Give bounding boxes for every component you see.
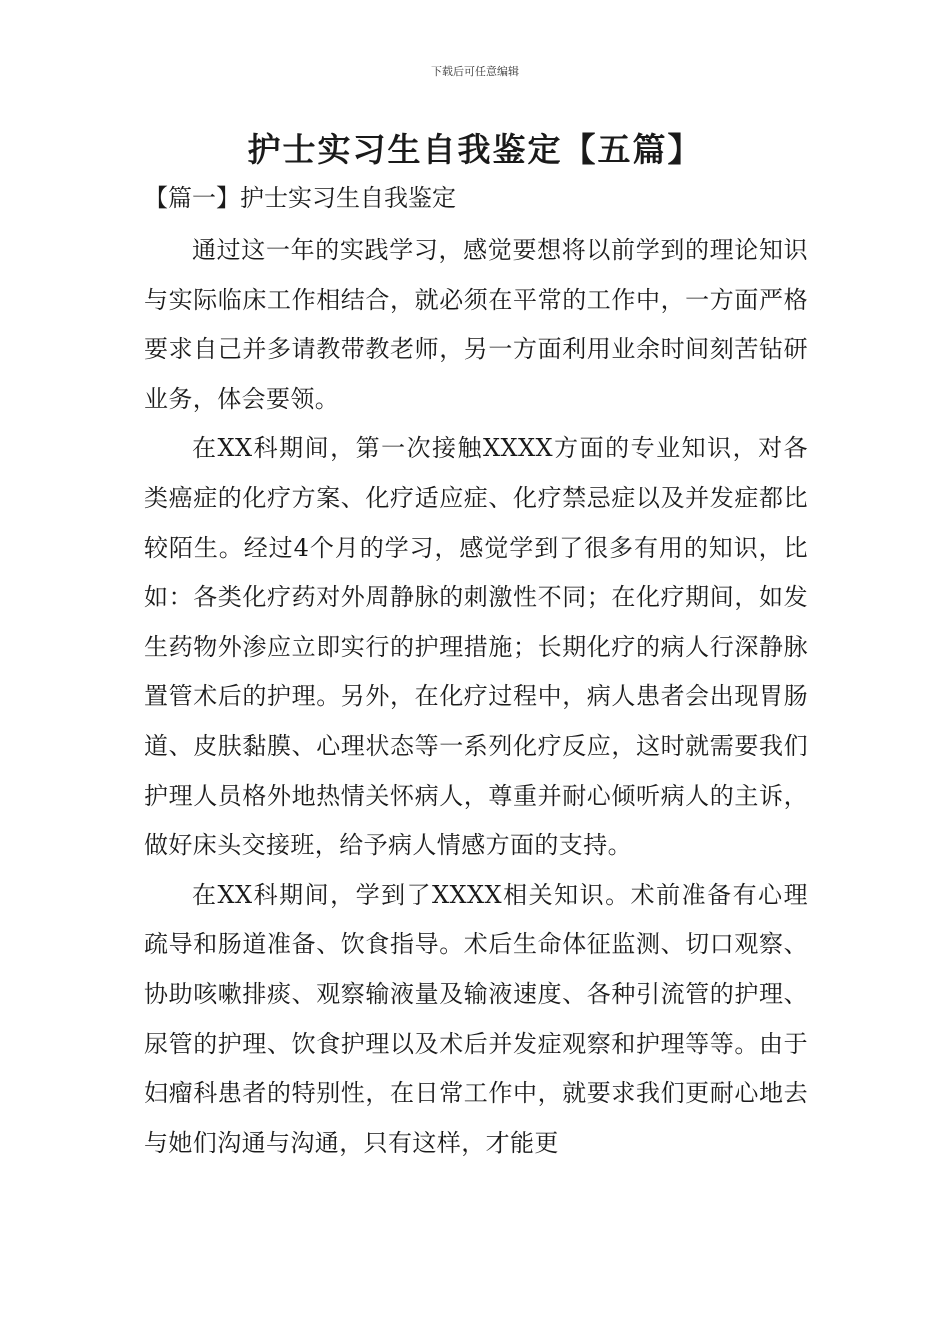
- body-text: [144, 226, 808, 1168]
- paragraph: 在XX科期间，第一次接触XXXX方面的专业知识，对各类癌症的化疗方案、化疗适应症、化疗禁忌症以及并发症都比较陌生。经过4个月的学习，感觉学到了很多有用的知识，比如：各类化疗药对外周静脉的刺激性不同；在化疗期间，如发生药物外渗应立即实行的护理措施；长期化疗的病人行深静脉置管术后的护理。另外，在化疗过程中，病人患者会出现胃肠道、皮肤黏膜、心理状态等一系列化疗反应，这时就需要我们护理人员格外地热情关怀病人，尊重并耐心倾听病人的主诉，做好床头交接班，给予病人情感方面的支持。: [144, 434, 808, 860]
- header-note: 下载后可任意编辑: [431, 65, 519, 78]
- paragraph: 在XX科期间，学到了XXXX相关知识。术前准备有心理疏导和肠道准备、饮食指导。术后生命体征监测、切口观察、协助咳嗽排痰、观察输液量及输液速度、各种引流管的护理、尿管的护理、饮食护理以及术后并发症观察和护理等等。由于妇瘤科患者的特别性，在日常工作中，就要求我们更耐心地去与她们沟通与沟通，只有这样，才能更: [144, 880, 808, 1157]
- section-heading: 【篇一】护士实习生自我鉴定: [144, 184, 456, 212]
- paragraph: 通过这一年的实践学习，感觉要想将以前学到的理论知识与实际临床工作相结合，就必须在平常的工作中，一方面严格要求自己并多请教带教老师，另一方面利用业余时间刻苦钻研业务，体会要领。: [144, 236, 808, 413]
- document-title: 护士实习生自我鉴定【五篇】: [247, 130, 703, 169]
